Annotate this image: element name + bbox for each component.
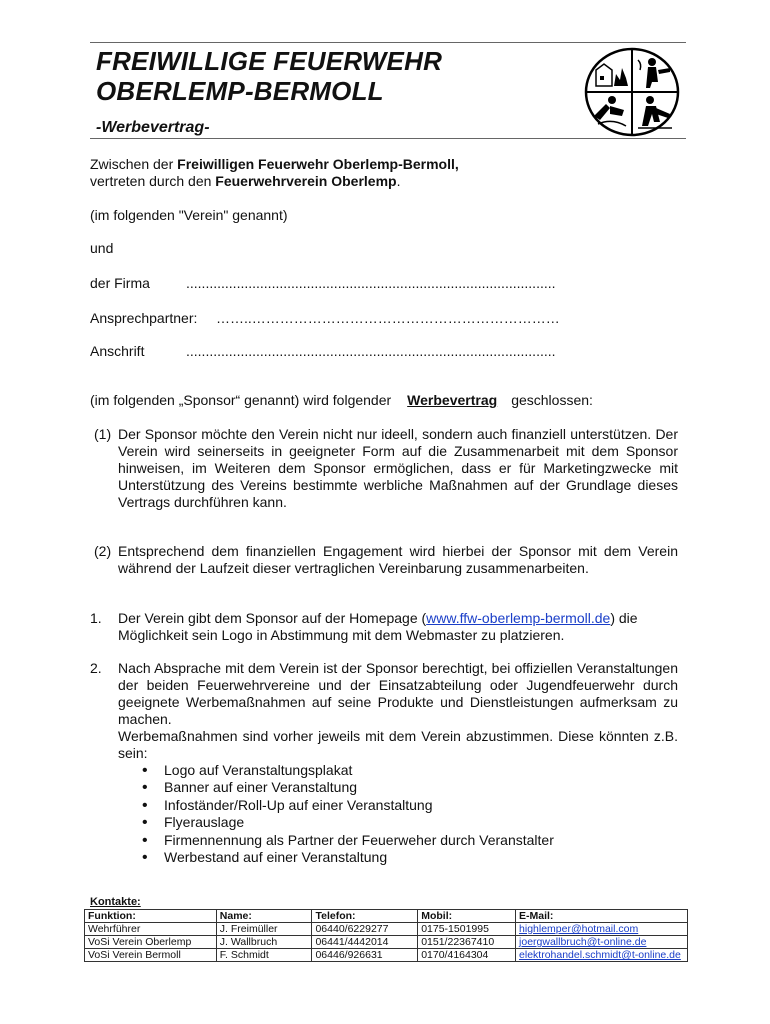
cell-mobil: 0151/22367410 <box>418 936 516 949</box>
email-link[interactable]: highlemper@hotmail.com <box>519 923 639 935</box>
anschrift-field[interactable]: ............................................................................................... <box>186 343 556 359</box>
list-item: • Logo auf Veranstaltungsplakat <box>138 762 678 779</box>
item-1-number: 1. <box>90 610 102 626</box>
firma-field[interactable]: ............................................................................................... <box>186 275 556 291</box>
table-row <box>85 936 688 949</box>
cell-funktion: Wehrführer <box>85 923 217 936</box>
title-line-1: FREIWILLIGE FEUERWEHR <box>96 46 443 76</box>
email-link[interactable]: joergwallbruch@t-online.de <box>519 936 647 948</box>
cell-name: F. Schmidt <box>216 949 312 962</box>
cell-telefon: 06446/926631 <box>312 949 418 962</box>
item-2-text: Nach Absprache mit dem Verein ist der Sponsor berechtigt, bei offiziellen Veranstaltungen der beiden Feuerwehrvereine und der Einsatzabteilung oder Jugendfeuerwehr durch geeignete Werbemaßnahmen auf seine Produkte und Dienstleistungen aufmerksam zu machen. <box>118 660 678 727</box>
item-1-text <box>118 610 678 644</box>
ansprech-label: Ansprechpartner: <box>90 310 198 326</box>
cell-name: J. Freimüller <box>216 923 312 936</box>
item-2-text-continued: Werbemaßnahmen sind vorher jeweils mit dem Verein abzustimmen. Diese könnten z.B. sein: <box>118 728 678 761</box>
genannt-note: (im folgenden "Verein" genannt) <box>90 207 288 223</box>
intro-line-1 <box>90 156 459 173</box>
cell-email <box>516 949 688 962</box>
cell-email <box>516 936 688 949</box>
clause-2-text: Entsprechend dem finanziellen Engagement wird hierbei der Sponsor mit dem Verein während der Laufzeit dieser vertraglichen Vereinbarung zusammenarbeiten. <box>118 543 678 576</box>
cell-funktion: VoSi Verein Oberlemp <box>85 936 217 949</box>
anschrift-label: Anschrift <box>90 343 145 359</box>
table-row <box>85 923 688 936</box>
table-header-row <box>85 910 688 923</box>
intro-line-1-prefix: Zwischen der <box>90 156 178 172</box>
item-1-prefix: Der Verein gibt dem Sponsor auf der Homepage ( <box>118 610 427 626</box>
contacts-table <box>84 909 688 962</box>
subtitle: -Werbevertrag- <box>96 119 210 136</box>
intro-line-2-suffix: . <box>396 173 401 189</box>
header-funktion: Funktion: <box>85 910 217 923</box>
contract-type: Werbevertrag <box>407 392 498 408</box>
cell-email <box>516 923 688 936</box>
title-line-2: OBERLEMP-BERMOLL <box>96 76 384 106</box>
header-rule-bottom <box>90 138 686 139</box>
club-name: Freiwilligen Feuerwehr Oberlemp-Bermoll, <box>177 156 459 172</box>
list-item: • Infoständer/Roll-Up auf einer Veranstaltung <box>138 797 678 814</box>
sponsor-line-prefix: (im folgenden „Sponsor“ genannt) wird folgender <box>90 392 392 408</box>
firma-label: der Firma <box>90 275 150 291</box>
contacts-heading: Kontakte: <box>90 896 141 908</box>
list-item: • Firmennennung als Partner der Feuerweher durch Veranstalter <box>138 832 678 849</box>
header-email: E-Mail: <box>516 910 688 923</box>
association-name: Feuerwehrverein Oberlemp <box>215 173 397 189</box>
clause-1-number: (1) <box>94 426 112 442</box>
fire-brigade-emblem-icon <box>582 46 682 138</box>
und-text: und <box>90 240 114 256</box>
email-link[interactable]: elektrohandel.schmidt@t-online.de <box>519 949 681 961</box>
cell-funktion: VoSi Verein Bermoll <box>85 949 217 962</box>
cell-telefon: 06441/4442014 <box>312 936 418 949</box>
intro-line-2 <box>90 173 400 190</box>
table-row <box>85 949 688 962</box>
sponsor-line-suffix: geschlossen: <box>511 392 593 408</box>
cell-mobil: 0175-1501995 <box>418 923 516 936</box>
measures-list <box>138 762 678 866</box>
homepage-link[interactable]: www.ffw-oberlemp-bermoll.de <box>426 610 611 626</box>
header-mobil: Mobil: <box>418 910 516 923</box>
cell-name: J. Wallbruch <box>216 936 312 949</box>
item-2-number: 2. <box>90 660 102 676</box>
clause-1-text: Der Sponsor möchte den Verein nicht nur ideell, sondern auch finanziell unterstützen. Der Verein wird seinerseits in geeigneter Form auf die Zusammenarbeit mit dem Sponsor hinweisen, im Weiteren dem Sponsor ermöglichen, dass er für Marketingzwecke mit Unterstützung des Vereins bestimmte werbliche Maßnahmen auf der Grundlage dieses Vertrags durchführen kann. <box>118 426 678 510</box>
cell-mobil: 0170/4164304 <box>418 949 516 962</box>
item-1-suffix: ) die Möglichkeit sein Logo in Abstimmung mit dem Webmaster zu platzieren. <box>118 610 638 643</box>
intro-line-2-prefix: vertreten durch den <box>90 173 216 189</box>
list-item: • Flyerauslage <box>138 814 678 831</box>
list-item: • Banner auf einer Veranstaltung <box>138 779 678 796</box>
clause-2-number: (2) <box>94 543 112 559</box>
sponsor-line <box>90 392 593 409</box>
header-name: Name: <box>216 910 312 923</box>
ansprech-field[interactable]: ……..………………………………………………………… <box>216 310 560 326</box>
header-rule-top <box>90 42 686 43</box>
header-telefon: Telefon: <box>312 910 418 923</box>
list-item: • Werbestand auf einer Veranstaltung <box>138 849 678 866</box>
cell-telefon: 06440/6229277 <box>312 923 418 936</box>
